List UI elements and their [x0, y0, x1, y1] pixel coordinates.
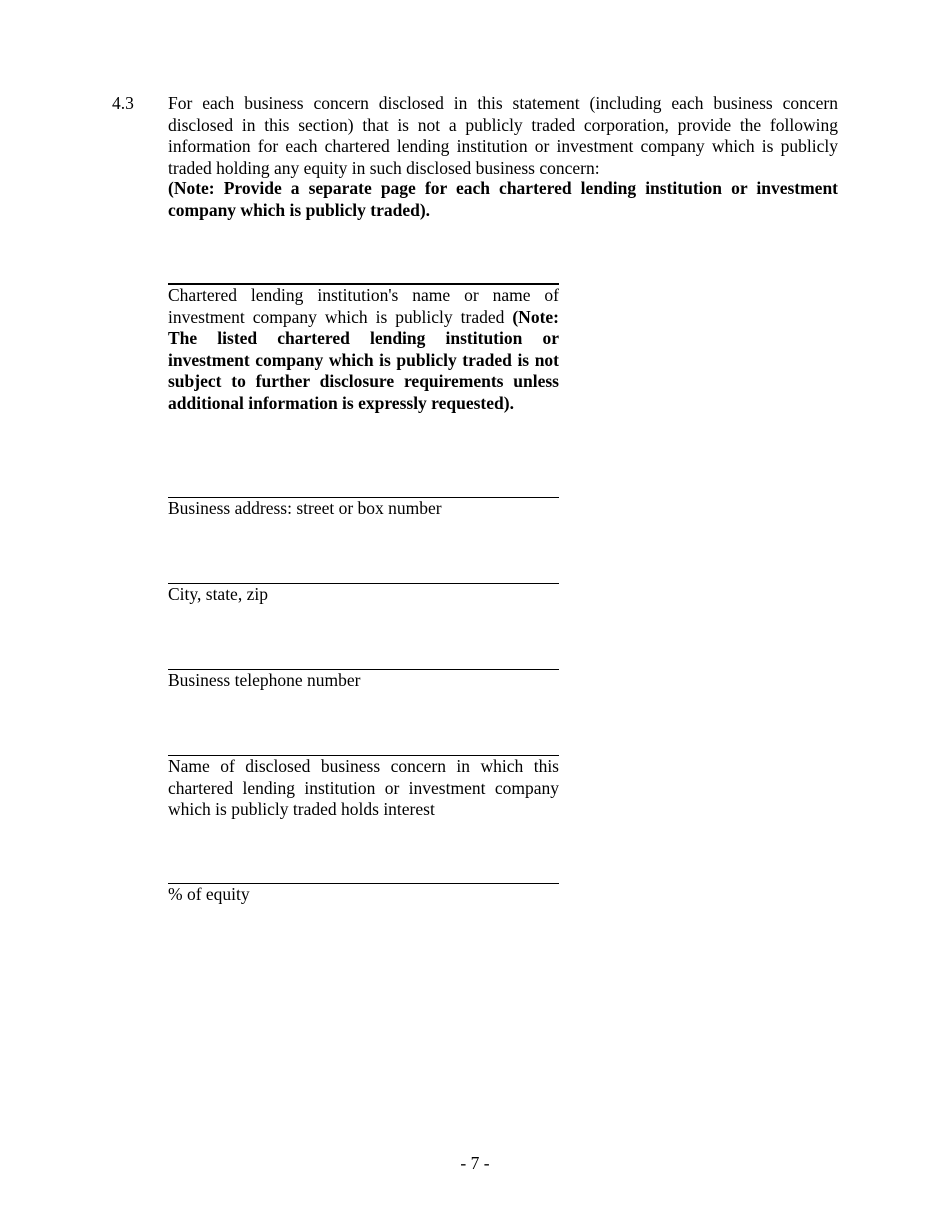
institution-name-note: (Note: The listed chartered lending institution or investment company which is publicly traded is not subject to further disclosure requirements unless additional information is expressly requested).	[168, 306, 559, 413]
business-address-field	[168, 497, 559, 520]
equity-percent-field	[168, 883, 559, 906]
section-note: (Note: Provide a separate page for each chartered lending institution or investment company which is publicly traded).	[168, 178, 838, 220]
city-state-zip-field	[168, 583, 559, 606]
business-concern-name-field	[168, 755, 559, 821]
equity-percent-label: % of equity	[168, 884, 250, 904]
institution-name-label	[168, 285, 559, 414]
institution-name-label-text: Chartered lending institution's name or name of investment company which is publicly traded	[168, 285, 559, 327]
section-intro: For each business concern disclosed in this statement (including each business concern disclosed in this section) that is not a publicly traded corporation, provide the following information for each chartered lending institution or investment company which is publicly traded holding any equity in such disclosed business concern:	[168, 93, 838, 178]
business-telephone-label: Business telephone number	[168, 670, 361, 690]
section-number: 4.3	[112, 93, 134, 113]
page-number: - 7 -	[460, 1153, 490, 1173]
business-telephone-field	[168, 669, 559, 692]
institution-name-field	[168, 283, 559, 414]
business-concern-name-label: Name of disclosed business concern in which this chartered lending institution or investment company which is publicly traded holds interest	[168, 756, 559, 819]
city-state-zip-label: City, state, zip	[168, 584, 268, 604]
business-address-label: Business address: street or box number	[168, 498, 442, 518]
